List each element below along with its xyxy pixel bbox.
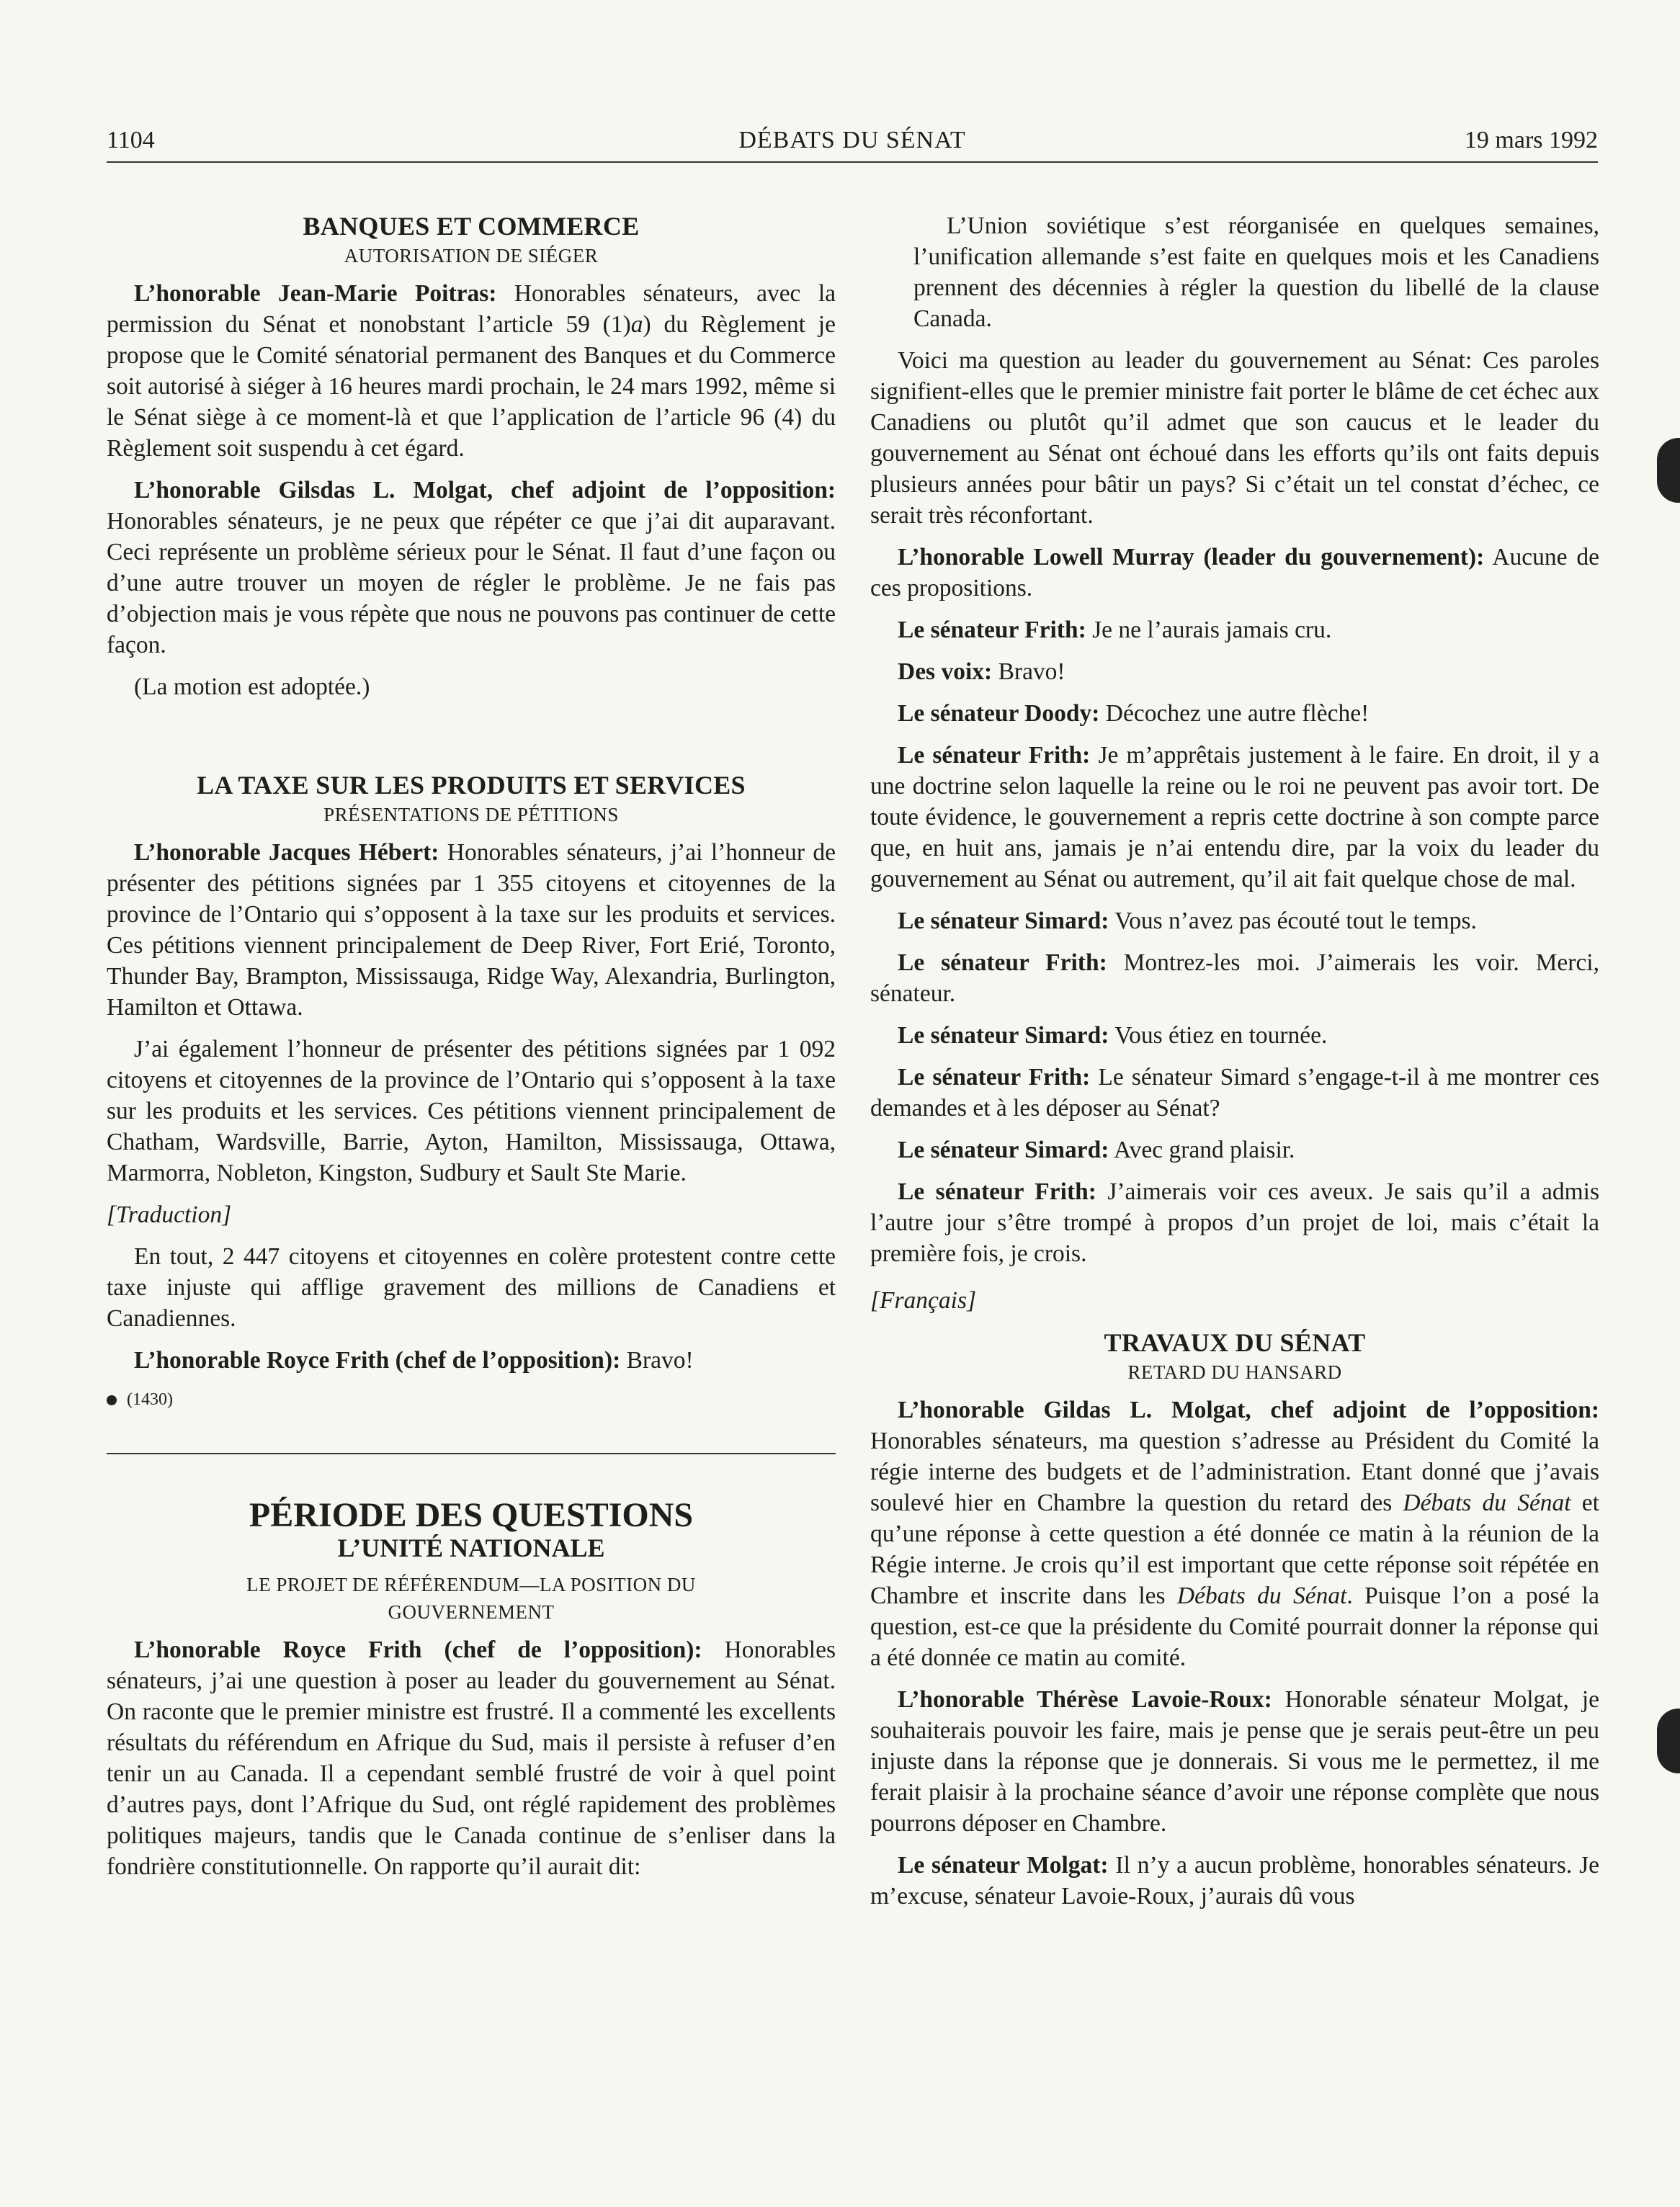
left-column <box>107 210 836 1893</box>
speaker: Le sénateur Doody: <box>898 700 1100 727</box>
paragraph: L’honorable Jacques Hébert: Honorables sénateurs, j’ai l’honneur de présenter des pétitions signées par 1 355 citoyens et citoyennes de la province de l’Ontario qui s’opposent à la taxe sur les produits et services. Ces pétitions viennent principalement de Deep River, Fort Erié, Toronto, Thunder Bay, Brampton, Mississauga, Ridge Way, Alexandria, Burlington, Hamilton et Ottawa. <box>107 839 836 1021</box>
page-number: 1104 <box>107 127 155 153</box>
paragraph: Le sénateur Molgat: Il n’y a aucun problème, honorables sénateurs. Je m’excuse, sénateur Lavoie-Roux, j’aurais dû vous <box>870 1852 1599 1910</box>
divider <box>107 1453 836 1454</box>
paragraph: Le sénateur Simard: Vous étiez en tournée. <box>898 1022 1328 1049</box>
section-title: TRAVAUX DU SÉNAT <box>1104 1328 1366 1357</box>
paragraph: Le sénateur Doody: Décochez une autre flèche! <box>898 700 1370 727</box>
language-tag: [Traduction] <box>107 1201 232 1228</box>
paragraph: Le sénateur Frith: Montrez-les moi. J’aimerais les voir. Merci, sénateur. <box>870 949 1599 1007</box>
speaker: Le sénateur Simard: <box>898 1137 1109 1163</box>
speaker: L’honorable Jacques Hébert: <box>134 839 439 866</box>
speaker: Le sénateur Molgat: <box>898 1852 1109 1879</box>
section-title: LA TAXE SUR LES PRODUITS ET SERVICES <box>197 771 746 800</box>
speaker: Le sénateur Frith: <box>898 949 1107 976</box>
paragraph: L’honorable Royce Frith (chef de l’opposition): Bravo! <box>134 1347 694 1374</box>
paragraph: Le sénateur Frith: Je ne l’aurais jamais cru. <box>898 617 1332 643</box>
paragraph: L’honorable Lowell Murray (leader du gouvernement): Aucune de ces propositions. <box>870 544 1599 601</box>
paragraph: (La motion est adoptée.) <box>134 673 370 700</box>
paragraph: Le sénateur Simard: Vous n’avez pas écouté tout le temps. <box>898 908 1477 934</box>
speaker: L’honorable Lowell Murray (leader du gouvernement): <box>898 544 1485 570</box>
speaker: L’honorable Jean-Marie Poitras: <box>134 280 497 307</box>
paragraph: Le sénateur Frith: Je m’apprêtais justement à le faire. En droit, il y a une doctrine selon laquelle la reine ou le roi ne peuvent pas avoir tort. De toute évidence, le gouvernement a repris cette doctrine à son compte parce que, en huit ans, jamais je n’ai entendu dire, par la voix du leader du gouvernement au Sénat ou autrement, qu’il ait fait quelque chose de mal. <box>870 742 1599 892</box>
time-marker: (1430) <box>107 1387 836 1413</box>
paragraph: En tout, 2 447 citoyens et citoyennes en colère protestent contre cette taxe injuste qui afflige gravement des millions de Canadiens et Canadiennes. <box>107 1243 836 1332</box>
speaker: L’honorable Royce Frith (chef de l’opposition): <box>134 1347 621 1374</box>
paragraph: J’ai également l’honneur de présenter des pétitions signées par 1 092 citoyens et citoyennes de la province de l’Ontario qui s’opposent à la taxe sur les produits et les services. Ces pétitions viennent principalement de Chatham, Wardsville, Barrie, Ayton, Hamilton, Mississauga, Ottawa, Marmorra, Nobleton, Kingston, Sudbury et Sault Ste Marie. <box>107 1036 836 1186</box>
publication-title: DÉBATS DU SÉNAT <box>738 127 966 153</box>
speaker: Le sénateur Simard: <box>898 908 1109 934</box>
section-subtitle: AUTORISATION DE SIÉGER <box>344 245 599 267</box>
bullet-icon <box>107 1395 117 1405</box>
speaker: Des voix: <box>898 658 993 685</box>
section-title: BANQUES ET COMMERCE <box>303 212 640 241</box>
section-subtitle: PRÉSENTATIONS DE PÉTITIONS <box>323 804 619 825</box>
speaker: Le sénateur Frith: <box>898 1178 1096 1205</box>
page-edge-tab <box>1657 1709 1680 1773</box>
paragraph: Des voix: Bravo! <box>898 658 1065 685</box>
paragraph: Le sénateur Simard: Avec grand plaisir. <box>898 1137 1295 1163</box>
right-column <box>870 210 1599 1922</box>
speaker: L’honorable Thérèse Lavoie-Roux: <box>898 1686 1272 1713</box>
paragraph: Le sénateur Frith: Le sénateur Simard s’engage-t-il à me montrer ces demandes et à les déposer au Sénat? <box>870 1064 1599 1122</box>
paragraph: L’honorable Thérèse Lavoie-Roux: Honorable sénateur Molgat, je souhaiterais pouvoir les faire, mais je pense que je serais peut-être un peu injuste dans la réponse que je donnerais. Si vous me le permettez, il me ferait plaisir à la prochaine séance d’avoir une réponse complète que nous pourrons déposer en Chambre. <box>870 1686 1599 1837</box>
page-header <box>107 124 1598 163</box>
language-tag: [Français] <box>870 1287 977 1314</box>
section-title: PÉRIODE DES QUESTIONS <box>249 1496 694 1534</box>
section-subheading: LE PROJET DE RÉFÉRENDUM—LA POSITION DU GOUVERNEMENT <box>246 1574 696 1623</box>
paragraph: Le sénateur Frith: J’aimerais voir ces aveux. Je sais qu’il a admis l’autre jour s’être trompé à propos d’un projet de loi, mais c’était la première fois, je crois. <box>870 1178 1599 1267</box>
speaker: Le sénateur Frith: <box>898 742 1091 769</box>
page-date: 19 mars 1992 <box>1464 127 1598 153</box>
paragraph: L’honorable Jean-Marie Poitras: Honorables sénateurs, avec la permission du Sénat et nonobstant l’article 59 (1)a) du Règlement je propose que le Comité sénatorial permanent des Banques et du Commerce soit autorisé à siéger à 16 heures mardi prochain, le 24 mars 1992, même si le Sénat siège à ce moment-là et que l’application de l’article 96 (4) du Règlement soit suspendu à cet égard. <box>107 280 836 462</box>
speaker: Le sénateur Frith: <box>898 617 1086 643</box>
speaker: L’honorable Gilsdas L. Molgat, chef adjoint de l’opposition: <box>134 477 836 503</box>
page-edge-tab <box>1657 438 1680 503</box>
paragraph: L’honorable Gilsdas L. Molgat, chef adjoint de l’opposition: Honorables sénateurs, je ne peux que répéter ce que j’ai dit auparavant. Ceci représente un problème sérieux pour le Sénat. Il faut d’une façon ou d’une autre trouver un moyen de régler le problème. Je ne fais pas d’objection mais je vous répète que nous ne pouvons pas continuer de cette façon. <box>107 477 836 658</box>
paragraph: L’honorable Royce Frith (chef de l’opposition): Honorables sénateurs, j’ai une question à poser au leader du gouvernement au Sénat. On raconte que le premier ministre est frustré. Il a commenté les excellents résultats du référendum en Afrique du Sud, mais il persiste à refuser d’en tenir un au Canada. Il a cependant semblé frustré de voir à quel point d’autres pays, dont l’Afrique du Sud, ont réglé rapidement des problèmes politiques majeurs, tandis que le Canada continue de s’enliser dans la fondrière constitutionnelle. On rapporte qu’il aurait dit: <box>107 1637 836 1880</box>
paragraph: Voici ma question au leader du gouvernement au Sénat: Ces paroles signifient-elles que le premier ministre fait porter le blâme de cet échec aux Canadiens ou plutôt qu’il admet que son caucus et le leader du gouvernement au Sénat ont échoué dans les efforts qu’ils ont faits depuis plusieurs années pour bâtir un pays? Si c’était un tel constat d’échec, ce serait très réconfortant. <box>870 347 1600 529</box>
speaker: L’honorable Royce Frith (chef de l’opposition): <box>134 1637 702 1663</box>
paragraph: L’honorable Gildas L. Molgat, chef adjoint de l’opposition: Honorables sénateurs, ma question s’adresse au Président du Comité la régie interne des budgets et de l’administration. Etant donné que j’avais soulevé hier en Chambre la question du retard des Débats du Sénat et qu’une réponse à cette question a été donnée ce matin à la réunion de la Régie interne. Je crois qu’il est important que cette réponse soit répétée en Chambre et inscrite dans les Débats du Sénat. Puisque l’on a posé la question, est-ce que la présidente du Comité pourrait donner la réponse qui a été donnée ce matin au comité. <box>870 1397 1599 1671</box>
speaker: L’honorable Gildas L. Molgat, chef adjoint de l’opposition: <box>898 1397 1599 1423</box>
quote: L’Union soviétique s’est réorganisée en quelques semaines, l’unification allemande s’est faite en quelques mois et les Canadiens prennent des décennies à régler la question du libellé de la clause Canada. <box>913 212 1599 332</box>
speaker: Le sénateur Simard: <box>898 1022 1109 1049</box>
section-subtitle: L’UNITÉ NATIONALE <box>337 1534 605 1562</box>
speaker: Le sénateur Frith: <box>898 1064 1091 1091</box>
section-subtitle: RETARD DU HANSARD <box>1127 1361 1342 1383</box>
